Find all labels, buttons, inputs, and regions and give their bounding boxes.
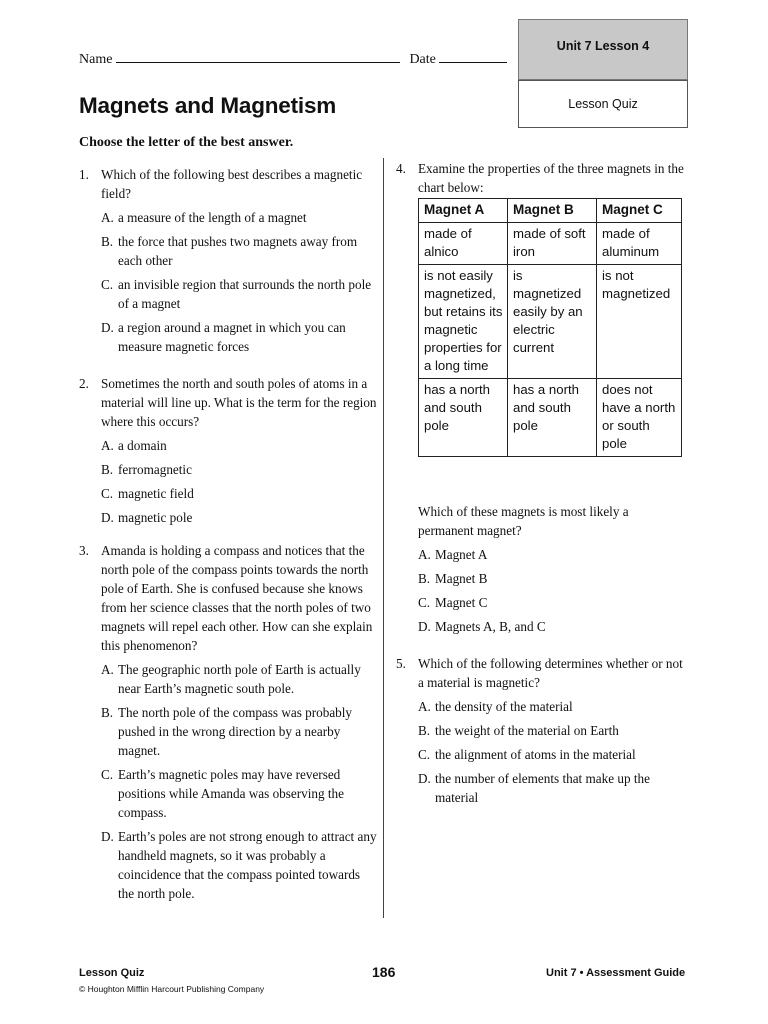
- instructions: Choose the letter of the best answer.: [79, 135, 294, 150]
- question-number: 4.: [396, 161, 406, 176]
- footer-lesson-quiz: Lesson Quiz: [79, 967, 145, 979]
- answer-option[interactable]: [101, 660, 379, 698]
- name-label: Name: [79, 52, 113, 67]
- option-letter: A.: [418, 699, 431, 714]
- date-field[interactable]: [439, 50, 507, 63]
- answer-option[interactable]: [418, 697, 686, 716]
- option-letter: C.: [101, 486, 114, 501]
- option-text: the alignment of atoms in the material: [435, 747, 636, 762]
- question-stem: Which of the following best describes a magnetic field?: [101, 167, 363, 201]
- question-stem: Which of the following determines whether or not a material is magnetic?: [418, 656, 683, 690]
- answer-option[interactable]: [418, 617, 686, 636]
- option-letter: D.: [101, 829, 114, 844]
- option-text: the density of the material: [435, 699, 573, 714]
- option-text: a measure of the length of a magnet: [118, 210, 307, 225]
- question-followup: Which of these magnets is most likely a permanent magnet?: [418, 504, 629, 538]
- question-number: 3.: [79, 543, 89, 558]
- question-1: [79, 165, 379, 356]
- table-header-cell: Magnet C: [597, 199, 682, 223]
- option-text: the force that pushes two magnets away from each other: [118, 234, 358, 268]
- question-4: [396, 159, 686, 197]
- answer-option[interactable]: [418, 745, 686, 764]
- option-text: magnetic pole: [118, 510, 193, 525]
- page-number: 186: [372, 964, 396, 980]
- option-text: ferromagnetic: [118, 462, 192, 477]
- answer-option[interactable]: [418, 593, 686, 612]
- option-text: the number of elements that make up the material: [435, 771, 650, 805]
- option-text: The north pole of the compass was probably pushed in the wrong direction by a nearby magnet.: [118, 705, 353, 758]
- question-stem: Examine the properties of the three magnets in the chart below:: [418, 161, 684, 195]
- answer-option[interactable]: [101, 460, 379, 479]
- option-text: Magnet A: [435, 547, 488, 562]
- answer-option[interactable]: [101, 208, 379, 227]
- table-cell: has a north and south pole: [419, 379, 508, 457]
- option-text: The geographic north pole of Earth is actually near Earth’s magnetic south pole.: [118, 662, 361, 696]
- option-text: a region around a magnet in which you can measure magnetic forces: [118, 320, 346, 354]
- option-text: Magnets A, B, and C: [435, 619, 546, 634]
- question-number: 2.: [79, 376, 89, 391]
- answer-option[interactable]: [418, 545, 686, 564]
- option-text: Earth’s magnetic poles may have reversed positions while Amanda was observing the compass.: [118, 767, 344, 820]
- question-number: 5.: [396, 656, 406, 671]
- table-cell: has a north and south pole: [508, 379, 597, 457]
- answer-option[interactable]: [101, 827, 379, 903]
- option-text: Magnet B: [435, 571, 488, 586]
- unit-lesson-box: Unit 7 Lesson 4: [518, 19, 688, 80]
- question-stem: Sometimes the north and south poles of atoms in a material will line up. What is the term for the region where this occurs?: [101, 376, 377, 429]
- option-letter: D.: [101, 510, 114, 525]
- table-header-row: [419, 199, 682, 223]
- option-letter: B.: [101, 234, 114, 249]
- option-letter: A.: [101, 438, 114, 453]
- option-text: a domain: [118, 438, 167, 453]
- option-letter: A.: [101, 662, 114, 677]
- answer-option[interactable]: [101, 508, 379, 527]
- footer-assessment-guide: Unit 7 • Assessment Guide: [546, 967, 686, 979]
- option-text: magnetic field: [118, 486, 194, 501]
- magnet-properties-table: [418, 198, 682, 457]
- table-row: [419, 265, 682, 379]
- table-header-cell: Magnet B: [508, 199, 597, 223]
- table-cell: made of aluminum: [597, 223, 682, 265]
- answer-option[interactable]: [418, 721, 686, 740]
- option-letter: D.: [418, 771, 431, 786]
- option-text: the weight of the material on Earth: [435, 723, 619, 738]
- answer-option[interactable]: [101, 232, 379, 270]
- answer-option[interactable]: [418, 569, 686, 588]
- question-4-choices: [396, 502, 686, 636]
- question-stem: Amanda is holding a compass and notices that the north pole of the compass points towards the north pole of Earth. She is confused because she knows from her science classes that the north poles of two magnets will repel each other. How can she explain this phenomenon?: [101, 543, 373, 653]
- option-letter: C.: [101, 277, 114, 292]
- answer-option[interactable]: [101, 765, 379, 822]
- answer-option[interactable]: [101, 703, 379, 760]
- option-text: Magnet C: [435, 595, 488, 610]
- lesson-quiz-box: Lesson Quiz: [518, 80, 688, 128]
- answer-option[interactable]: [418, 769, 686, 807]
- option-letter: B.: [418, 723, 431, 738]
- option-letter: C.: [101, 767, 114, 782]
- table-cell: is not magnetized: [597, 265, 682, 379]
- option-text: Earth’s poles are not strong enough to attract any handheld magnets, so it was probably a coincidence that the compass pointed towards the north pole.: [118, 829, 377, 901]
- table-cell: made of soft iron: [508, 223, 597, 265]
- table-row: [419, 223, 682, 265]
- option-letter: C.: [418, 595, 431, 610]
- table-cell: does not have a north or south pole: [597, 379, 682, 457]
- table-header-cell: Magnet A: [419, 199, 508, 223]
- question-2: [79, 374, 379, 527]
- option-letter: A.: [101, 210, 114, 225]
- name-date-line: [79, 50, 507, 68]
- answer-option[interactable]: [101, 275, 379, 313]
- option-letter: B.: [418, 571, 431, 586]
- column-divider: [383, 158, 384, 918]
- option-letter: B.: [101, 462, 114, 477]
- footer-copyright: © Houghton Mifflin Harcourt Publishing Company: [79, 984, 265, 994]
- page-title: Magnets and Magnetism: [79, 93, 337, 118]
- option-letter: D.: [101, 320, 114, 335]
- table-cell: made of alnico: [419, 223, 508, 265]
- option-text: an invisible region that surrounds the north pole of a magnet: [118, 277, 372, 311]
- answer-option[interactable]: [101, 436, 379, 455]
- answer-option[interactable]: [101, 484, 379, 503]
- question-number: 1.: [79, 167, 89, 182]
- option-letter: A.: [418, 547, 431, 562]
- option-letter: D.: [418, 619, 431, 634]
- name-field[interactable]: [116, 50, 400, 63]
- table-row: [419, 379, 682, 457]
- table-cell: is not easily magnetized, but retains its magnetic properties for a long time: [419, 265, 508, 379]
- question-5: [396, 654, 686, 807]
- answer-option[interactable]: [101, 318, 379, 356]
- option-letter: B.: [101, 705, 114, 720]
- table-cell: is magnetized easily by an electric current: [508, 265, 597, 379]
- date-label: Date: [409, 52, 436, 67]
- option-letter: C.: [418, 747, 431, 762]
- question-3: [79, 541, 379, 903]
